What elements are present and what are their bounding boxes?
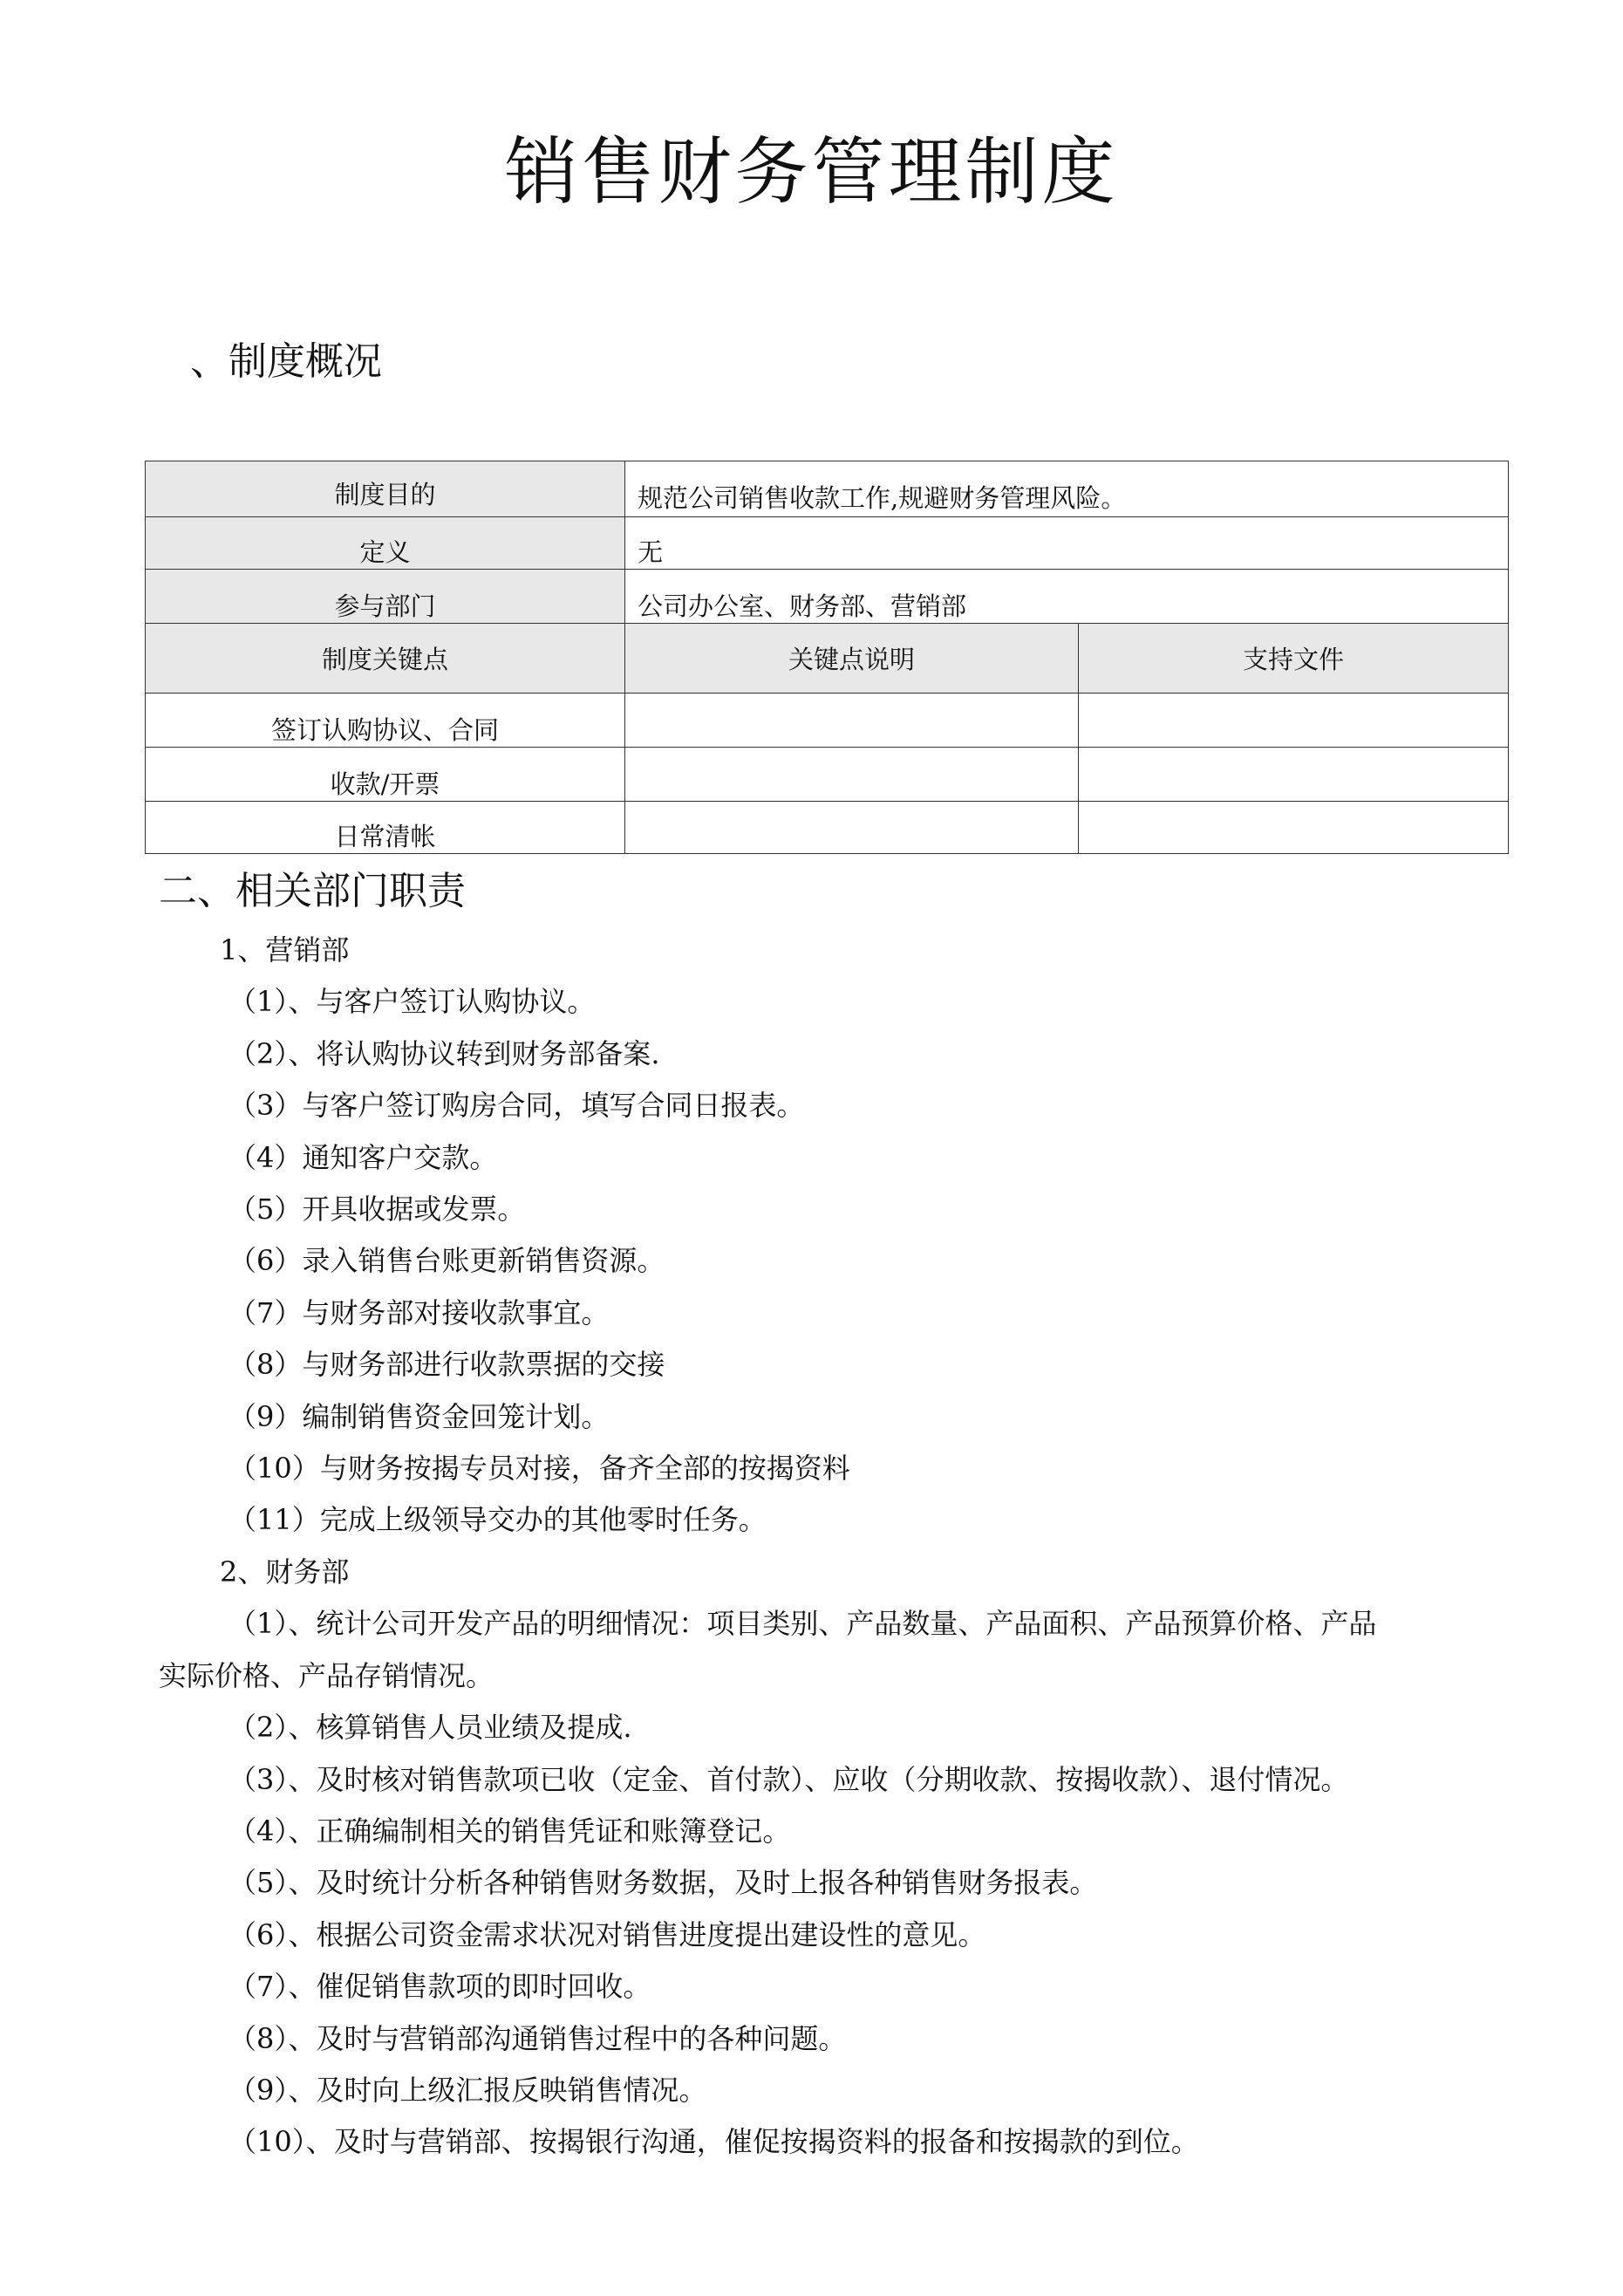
document-cell xyxy=(1079,748,1509,802)
document-cell xyxy=(1079,694,1509,748)
list-item: （3）与客户签订购房合同，填写合同日报表。 xyxy=(228,1089,805,1123)
definition-label: 定义 xyxy=(146,517,625,570)
list-item: （2）、核算销售人员业绩及提成. xyxy=(228,1711,632,1745)
table-row xyxy=(146,694,1509,748)
table-row xyxy=(146,748,1509,802)
responsibilities-body xyxy=(159,925,1510,2169)
purpose-value: 规范公司销售收款工作,规避财务管理风险。 xyxy=(625,461,1509,517)
header-key-point-description: 关键点说明 xyxy=(625,624,1079,694)
description-cell xyxy=(625,748,1079,802)
document-cell xyxy=(1079,802,1509,854)
table-row-departments xyxy=(146,570,1509,624)
list-item: （1）、统计公司开发产品的明细情况：项目类别、产品数量、产品面积、产品预算价格、产品 xyxy=(228,1607,1377,1641)
list-item-continuation: 实际价格、产品存销情况。 xyxy=(159,1658,494,1692)
list-item: （4）、正确编制相关的销售凭证和账簿登记。 xyxy=(228,1814,791,1848)
department-title-marketing: 1、营销部 xyxy=(220,933,350,967)
list-item: （8）与财务部进行收款票据的交接 xyxy=(228,1348,665,1382)
purpose-label: 制度目的 xyxy=(146,461,625,517)
overview-table xyxy=(145,461,1509,854)
table-row xyxy=(146,802,1509,854)
list-item: （2）、将认购协议转到财务部备案. xyxy=(228,1036,660,1070)
list-item: （9）、及时向上级汇报反映销售情况。 xyxy=(228,2073,707,2107)
key-point-cell: 日常清帐 xyxy=(146,802,625,854)
departments-label: 参与部门 xyxy=(146,570,625,624)
department-title-finance: 2、财务部 xyxy=(220,1555,350,1589)
list-item: （5）开具收据或发票。 xyxy=(228,1192,526,1227)
list-item: （5）、及时统计分析各种销售财务数据，及时上报各种销售财务报表。 xyxy=(228,1866,1098,1900)
table-header-row xyxy=(146,624,1509,694)
key-point-cell: 签订认购协议、合同 xyxy=(146,694,625,748)
list-item: （8）、及时与营销部沟通销售过程中的各种问题。 xyxy=(228,2021,847,2055)
header-key-point: 制度关键点 xyxy=(146,624,625,694)
list-item: （7）、催促销售款项的即时回收。 xyxy=(228,1970,651,2004)
list-item: （6）、根据公司资金需求状况对销售进度提出建设性的意见。 xyxy=(228,1917,986,1951)
list-item: （4）通知客户交款。 xyxy=(228,1140,498,1174)
list-item: （10）与财务按揭专员对接，备齐全部的按揭资料 xyxy=(228,1452,850,1486)
header-supporting-documents: 支持文件 xyxy=(1079,624,1509,694)
section-heading-responsibilities: 二、相关部门职责 xyxy=(159,869,466,913)
table-row-definition xyxy=(146,517,1509,570)
list-item: （9）编制销售资金回笼计划。 xyxy=(228,1399,610,1433)
list-item: （1）、与客户签订认购协议。 xyxy=(228,985,596,1019)
section-heading-overview: 、制度概况 xyxy=(190,339,382,384)
list-item: （10）、及时与营销部、按揭银行沟通，催促按揭资料的报备和按揭款的到位。 xyxy=(228,2125,1199,2159)
table-row-purpose xyxy=(146,461,1509,517)
document-title: 销售财务管理制度 xyxy=(504,129,1119,215)
key-point-cell: 收款/开票 xyxy=(146,748,625,802)
list-item: （11）完成上级领导交办的其他零时任务。 xyxy=(228,1503,767,1537)
list-item: （6）录入销售台账更新销售资源。 xyxy=(228,1244,665,1278)
list-item: （3）、及时核对销售款项已收（定金、首付款）、应收（分期收款、按揭收款）、退付情况。 xyxy=(228,1762,1349,1796)
description-cell xyxy=(625,802,1079,854)
definition-value: 无 xyxy=(625,517,1509,570)
departments-value: 公司办公室、财务部、营销部 xyxy=(625,570,1509,624)
list-item: （7）与财务部对接收款事宜。 xyxy=(228,1295,610,1329)
description-cell xyxy=(625,694,1079,748)
